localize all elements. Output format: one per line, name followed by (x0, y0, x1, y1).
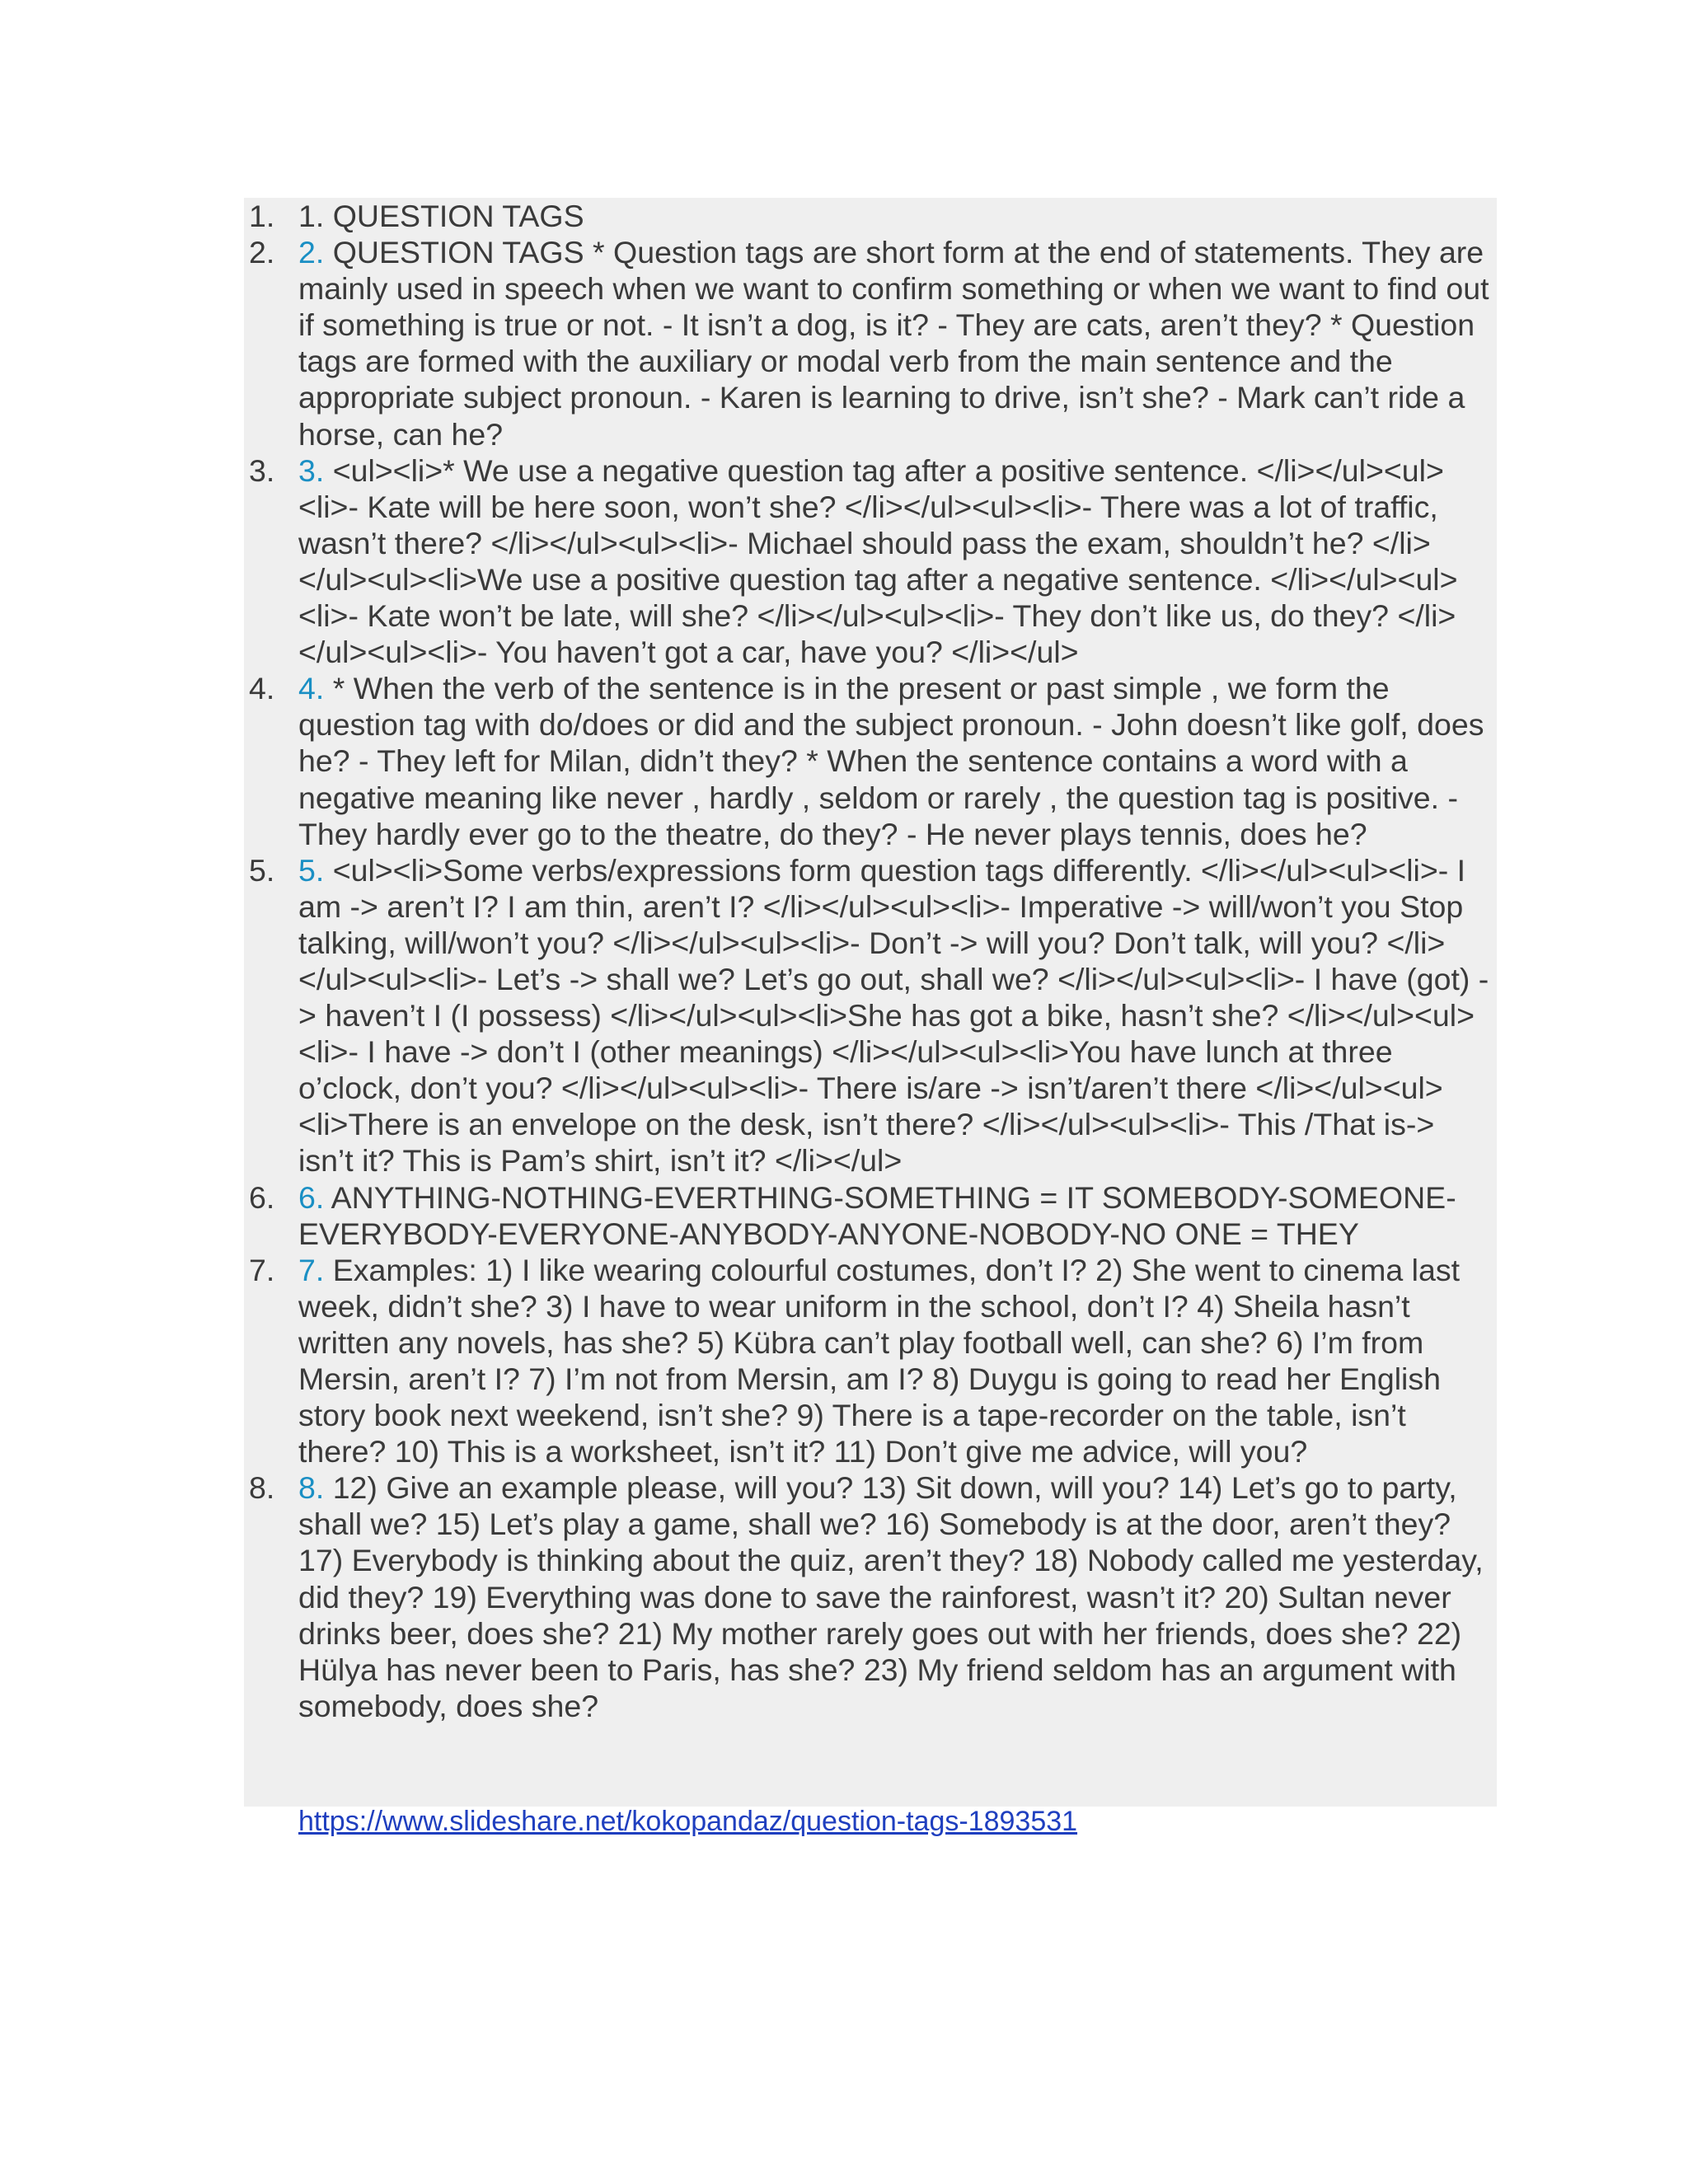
source-url-link[interactable]: https://www.slideshare.net/kokopandaz/question-tags-1893531 (298, 1806, 1078, 1837)
list-item-body: <ul><li>Some verbs/expressions form question tags differently. </li></ul><ul><li>- I am -> aren’t I? I am thin, aren’t I? </li></ul><ul><li>- Imperative -> will/won’t you Stop talking, will/won’t you? </li></ul><ul><li>- Don’t -> will you? Don’t talk, will you? </li></ul><ul><li>- Let’s -> shall we? Let’s go out, shall we? </li></ul><ul><li>- I have (got) -> haven’t I (I possess) </li></ul><ul><li>She has got a bike, hasn’t she? </li></ul><ul><li>- I have -> don’t I (other meanings) </li></ul><ul><li>You have lunch at three o’clock, don’t you? </li></ul><ul><li>- There is/are -> isn’t/aren’t there </li></ul><ul><li>There is an envelope on the desk, isn’t there? </li></ul><ul><li>- This /That is-> isn’t it? This is Pam’s shirt, isn’t it? </li></ul> (298, 852, 1489, 1179)
slide-number-link[interactable]: 6. (298, 1179, 325, 1215)
list-marker: 8. (249, 1470, 275, 1506)
list-item-text (298, 1179, 1490, 1252)
question-tags-list (244, 198, 1497, 1724)
list-marker: 7. (249, 1252, 275, 1287)
list-marker: 2. (249, 235, 275, 270)
slide-number-link[interactable]: 8. (298, 1470, 325, 1506)
list-item (244, 670, 1497, 851)
list-item (244, 1179, 1497, 1252)
list-item (244, 452, 1497, 671)
list-item-text (298, 1252, 1490, 1470)
list-item-text (298, 452, 1490, 671)
list-item-body: QUESTION TAGS * Question tags are short form at the end of statements. They are mainly used in speech when we want to confirm something or when we want to find out if something is true or not. - It isn’t a dog, is it? - They are cats, aren’t they? * Question tags are formed with the auxiliary or modal verb from the main sentence and the appropriate subject pronoun. - Karen is learning to drive, isn’t she? - Mark can’t ride a horse, can he? (298, 235, 1489, 452)
list-item-text (298, 670, 1490, 851)
list-item-text (298, 198, 1490, 234)
slide-number-link[interactable]: 5. (298, 852, 325, 888)
list-marker: 1. (249, 199, 275, 233)
list-item (244, 852, 1497, 1179)
list-item-body: 12) Give an example please, will you? 13) Sit down, will you? 14) Let’s go to party, shall we? 15) Let’s play a game, shall we? 16) Somebody is at the door, aren’t they? 17) Everybody is thinking about the quiz, aren’t they? 18) Nobody called me yesterday, did they? 19) Everything was done to save the rainforest, wasn’t it? 20) Sultan never drinks beer, does she? 21) My mother rarely goes out with her friends, does she? 22) Hülya has never been to Paris, has she? 23) My friend seldom has an argument with somebody, does she? (298, 1470, 1484, 1723)
list-item (244, 1469, 1497, 1724)
list-item-body: 1. QUESTION TAGS (298, 199, 584, 233)
list-marker: 3. (249, 452, 275, 488)
list-item-text (298, 234, 1490, 452)
slide-number-link[interactable]: 3. (298, 452, 325, 488)
slide-number-link[interactable]: 7. (298, 1252, 325, 1287)
list-marker: 6. (249, 1179, 275, 1215)
slide-number-link[interactable]: 4. (298, 671, 325, 706)
list-item (244, 198, 1497, 234)
list-item-text (298, 1469, 1490, 1724)
slide-number-link[interactable]: 2. (298, 235, 325, 270)
list-marker: 4. (249, 671, 275, 706)
list-item-body: <ul><li>* We use a negative question tag after a positive sentence. </li></ul><ul><li>- Kate will be here soon, won’t she? </li></ul><ul><li>- There was a lot of traffic, wasn’t there? </li></ul><ul><li>- Michael should pass the exam, shouldn’t he? </li></ul><ul><li>We use a positive question tag after a negative sentence. </li></ul><ul><li>- Kate won’t be late, will she? </li></ul><ul><li>- They don’t like us, do they? </li></ul><ul><li>- You haven’t got a car, have you? </li></ul> (298, 452, 1458, 670)
list-marker: 5. (249, 852, 275, 888)
list-item-text (298, 852, 1490, 1179)
list-item (244, 1252, 1497, 1470)
list-item-body: ANYTHING-NOTHING-EVERTHING-SOMETHING = IT SOMEBODY-SOMEONE-EVERYBODY-EVERYONE-ANYBODY-ANYONE-NOBODY-NO ONE = THEY (298, 1179, 1456, 1251)
list-item (244, 234, 1497, 452)
list-item-body: Examples: 1) I like wearing colourful costumes, don’t I? 2) She went to cinema last week, didn’t she? 3) I have to wear uniform in the school, don’t I? 4) Sheila hasn’t written any novels, has she? 5) Kübra can’t play football well, can she? 6) I’m from Mersin, aren’t I? 7) I’m not from Mersin, am I? 8) Duygu is going to read her English story book next weekend, isn’t she? 9) There is a tape-recorder on the table, isn’t there? 10) This is a worksheet, isn’t it? 11) Don’t give me advice, will you? (298, 1252, 1461, 1469)
list-item-body: * When the verb of the sentence is in the present or past simple , we form the question tag with do/does or did and the subject pronoun. - John doesn’t like golf, does he? - They left for Milan, didn’t they? * When the sentence contains a word with a negative meaning like never , hardly , seldom or rarely , the question tag is positive. - They hardly ever go to the theatre, do they? - He never plays tennis, does he? (298, 671, 1484, 851)
